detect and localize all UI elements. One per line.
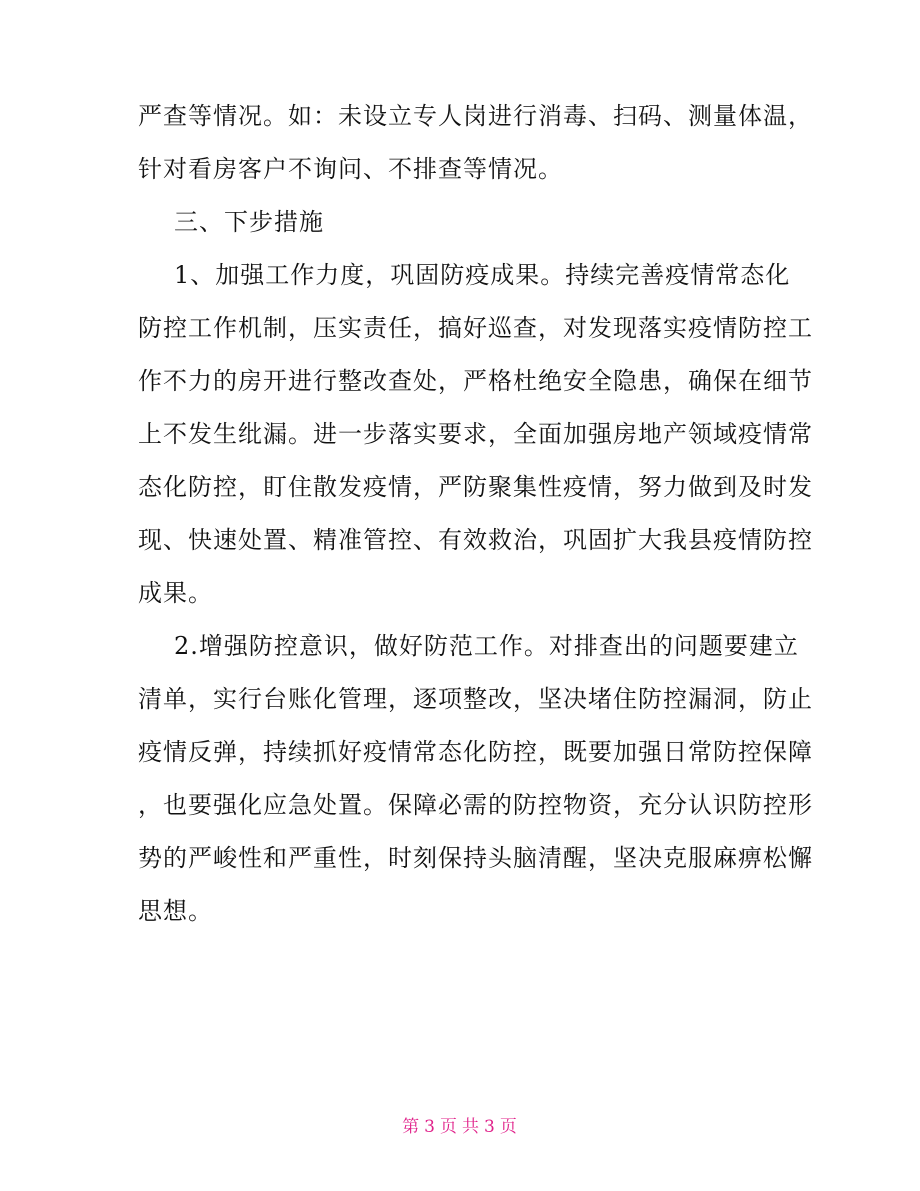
current-page-number: 3 bbox=[424, 1117, 436, 1137]
text-line: 防控工作机制，压实责任，搞好巡查，对发现落实疫情防控工 bbox=[138, 314, 813, 342]
text-line: 1、加强工作力度，巩固防疫成果。持续完善疫情常态化 bbox=[174, 261, 791, 289]
total-pages-number: 3 bbox=[484, 1117, 496, 1137]
footer-page-word: 页 bbox=[440, 1117, 458, 1137]
footer-prefix: 第 bbox=[402, 1117, 421, 1137]
text-line: 上不发生纰漏。进一步落实要求，全面加强房地产领域疫情常 bbox=[138, 420, 813, 448]
text-line: 势的严峻性和严重性，时刻保持头脑清醒，坚决克服麻痹松懈 bbox=[138, 844, 813, 872]
page-footer bbox=[0, 1112, 920, 1137]
text-line: 严查等情况。如：未设立专人岗进行消毒、扫码、测量体温， bbox=[138, 102, 813, 130]
text-line: 疫情反弹，持续抓好疫情常态化防控，既要加强日常防控保障 bbox=[138, 738, 813, 766]
text-line: 针对看房客户不询问、不排查等情况。 bbox=[138, 155, 563, 183]
document-body bbox=[138, 102, 813, 950]
text-line: 现、快速处置、精准管控、有效救治，巩固扩大我县疫情防控 bbox=[138, 526, 813, 554]
text-line: 清单，实行台账化管理，逐项整改，坚决堵住防控漏洞，防止 bbox=[138, 685, 813, 713]
text-line: ，也要强化应急处置。保障必需的防控物资，充分认识防控形 bbox=[138, 791, 813, 819]
footer-suffix: 页 bbox=[499, 1117, 518, 1137]
text-line: 2.增强防控意识，做好防范工作。对排查出的问题要建立 bbox=[174, 632, 799, 660]
section-heading: 三、下步措施 bbox=[174, 208, 324, 236]
text-line: 成果。 bbox=[138, 579, 213, 607]
text-line: 作不力的房开进行整改查处，严格杜绝安全隐患，确保在细节 bbox=[138, 367, 813, 395]
text-line: 思想。 bbox=[138, 897, 213, 925]
footer-total-word: 共 bbox=[462, 1117, 480, 1137]
text-line: 态化防控，盯住散发疫情，严防聚集性疫情，努力做到及时发 bbox=[138, 473, 813, 501]
